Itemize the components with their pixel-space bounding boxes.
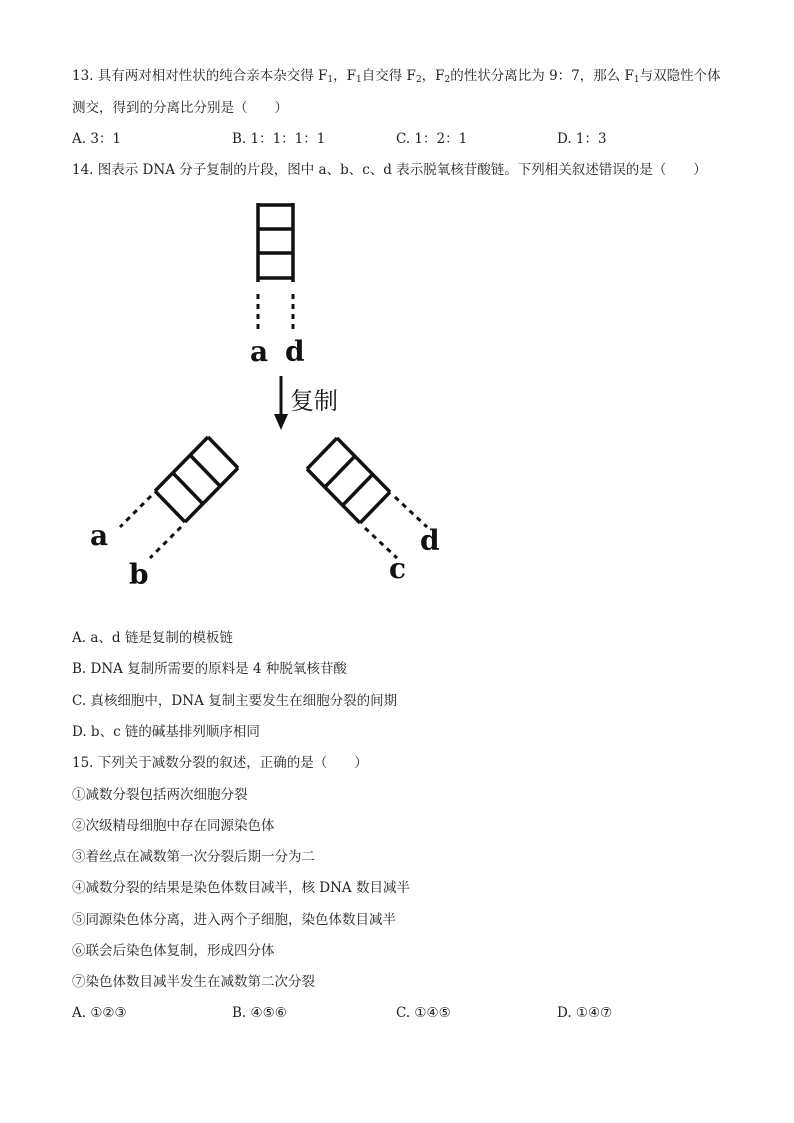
left-label-b: b <box>129 558 149 591</box>
arrow-label: 复制 <box>290 387 338 415</box>
q15-item-4: ④减数分裂的结果是染色体数目减半，核 DNA 数目减半 <box>72 880 410 896</box>
q15-item-6: ⑥联会后染色体复制，形成四分体 <box>72 943 275 959</box>
q15-item-3: ③着丝点在减数第一次分裂后期一分为二 <box>72 849 315 865</box>
q15-option-a[interactable]: A. ①②③ <box>72 1005 127 1021</box>
q15-item-7: ⑦染色体数目减半发生在减数第二次分裂 <box>72 974 315 990</box>
q15-item-2: ②次级精母细胞中存在同源染色体 <box>72 818 275 834</box>
q14-option-b[interactable]: B. DNA 复制所需要的原料是 4 种脱氧核苷酸 <box>72 661 347 677</box>
q15-stem: 15. 下列关于减数分裂的叙述，正确的是（ ） <box>72 755 368 771</box>
q14-option-a[interactable]: A. a、d 链是复制的模板链 <box>72 630 233 646</box>
q13-option-b[interactable]: B. 1：1：1：1 <box>232 131 326 147</box>
left-daughter-ladder <box>155 437 238 522</box>
dna-replication-diagram <box>0 190 794 600</box>
q13-option-a[interactable]: A. 3：1 <box>72 131 122 147</box>
right-daughter-ladder <box>307 438 390 523</box>
q14-option-d[interactable]: D. b、c 链的碱基排列顺序相同 <box>72 724 260 740</box>
q15-option-c[interactable]: C. ①④⑤ <box>396 1005 451 1021</box>
left-daughter-dashed-ends <box>120 496 181 558</box>
q15-item-5: ⑤同源染色体分离，进入两个子细胞，染色体数目减半 <box>72 912 396 928</box>
parent-dna-ladder <box>258 203 293 282</box>
parent-dna-dashed-ends <box>258 294 293 330</box>
left-label-a: a <box>90 519 109 552</box>
q13-option-d[interactable]: D. 1：3 <box>557 131 607 147</box>
q15-option-b[interactable]: B. ④⑤⑥ <box>232 1005 287 1021</box>
right-label-c: c <box>389 552 407 585</box>
top-label-d: d <box>285 335 305 368</box>
q14-stem: 14. 图表示 DNA 分子复制的片段，图中 a、b、c、d 表示脱氧核苷酸链。下列相关叙述错误的是（ ） <box>72 162 707 178</box>
q15-item-1: ①减数分裂包括两次细胞分裂 <box>72 787 248 803</box>
q13-option-c[interactable]: C. 1：2：1 <box>396 131 468 147</box>
right-label-d: d <box>420 524 440 557</box>
replication-arrow-icon <box>274 376 288 430</box>
q13-stem-line2: 测交，得到的分离比分别是（ ） <box>72 100 288 116</box>
q14-option-c[interactable]: C. 真核细胞中，DNA 复制主要发生在细胞分裂的间期 <box>72 693 398 709</box>
q15-option-d[interactable]: D. ①④⑦ <box>557 1005 613 1021</box>
top-label-a: a <box>250 335 269 368</box>
q13-stem-line1: 13. 具有两对相对性状的纯合亲本杂交得 $F_1$，$F_1$自交得 $F_2$，$F_2$的性状分离比为 9：7，那么 $F_1$与双隐性个体 <box>72 68 721 85</box>
